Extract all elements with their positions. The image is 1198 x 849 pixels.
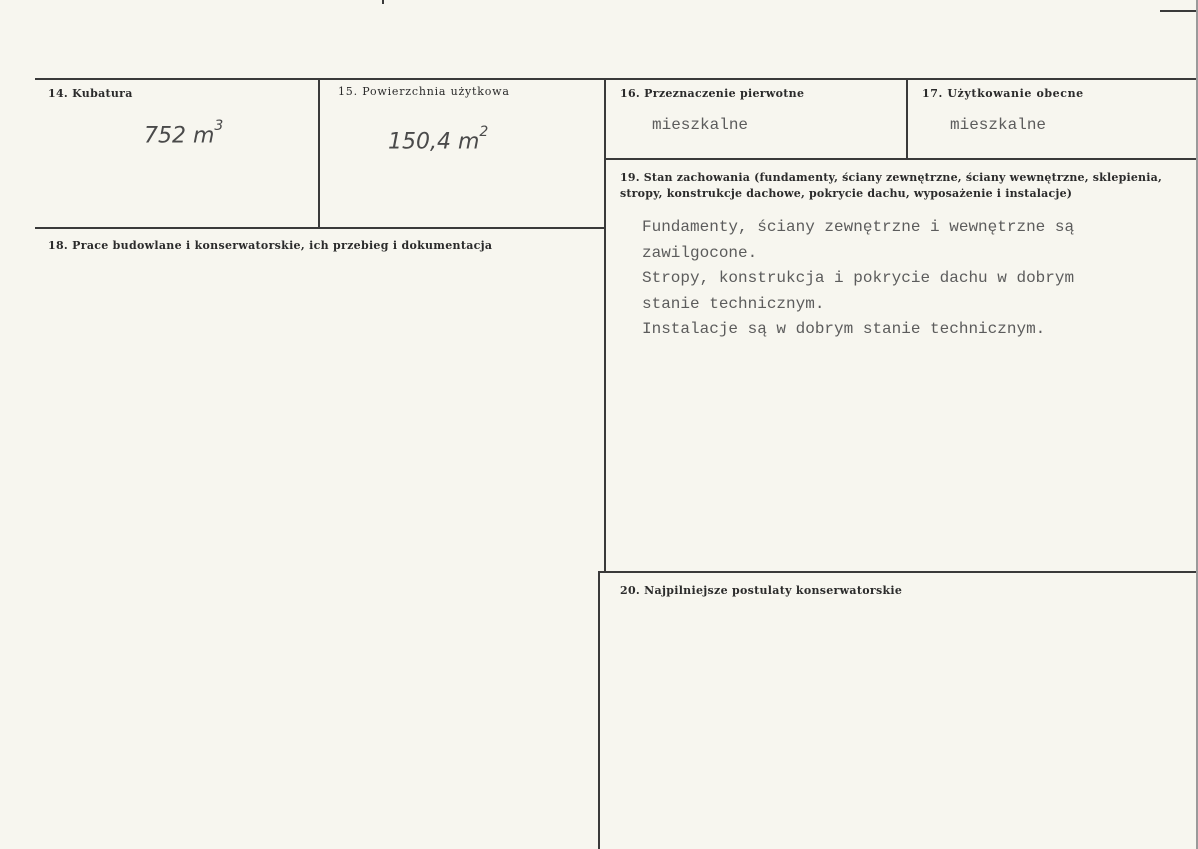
kubatura-number: 752 m — [144, 123, 215, 149]
stan-label: 19. Stan zachowania (fundamenty, ściany zewnętrzne, ściany wewnętrzne, sklepienia, stropy, konstrukcje dachowe, pokrycie dachu, wyposażenie i instalacje) — [620, 171, 1162, 200]
postulaty-label: 20. Najpilniejsze postulaty konserwatorskie — [620, 584, 903, 597]
powierzchnia-value — [388, 124, 489, 155]
uzytkowanie-label: 17. Użytkowanie obecne — [922, 87, 1084, 100]
powierzchnia-label: 15. Powierzchnia użytkowa — [338, 85, 510, 98]
powierzchnia-number: 150,4 m — [388, 129, 480, 155]
row-rule-left — [35, 227, 605, 229]
center-divider-lower — [598, 571, 600, 849]
divider-14-15 — [318, 78, 320, 228]
row-rule-right — [605, 158, 1198, 160]
divider-16-17 — [906, 78, 908, 160]
top-edge-tick — [1160, 10, 1198, 12]
kubatura-label: 14. Kubatura — [48, 87, 133, 100]
kubatura-exponent: 3 — [214, 118, 224, 134]
przeznaczenie-label: 16. Przeznaczenie pierwotne — [620, 87, 805, 100]
stan-text: Fundamenty, ściany zewnętrzne i wewnętrzne są zawilgocone. Stropy, konstrukcja i pokrycie dachu w dobrym stanie technicznym. Instalacje są w dobrym stanie technicznym. — [642, 218, 1075, 338]
przeznaczenie-value: mieszkalne — [652, 116, 749, 134]
top-edge-tick — [382, 0, 384, 4]
top-rule — [35, 78, 1198, 80]
center-divider-upper — [604, 78, 606, 573]
powierzchnia-exponent: 2 — [479, 124, 489, 140]
prace-label: 18. Prace budowlane i konserwatorskie, ich przebieg i dokumentacja — [48, 239, 493, 252]
kubatura-value — [144, 118, 224, 149]
section-20-rule — [600, 571, 1198, 573]
uzytkowanie-value: mieszkalne — [950, 116, 1047, 134]
